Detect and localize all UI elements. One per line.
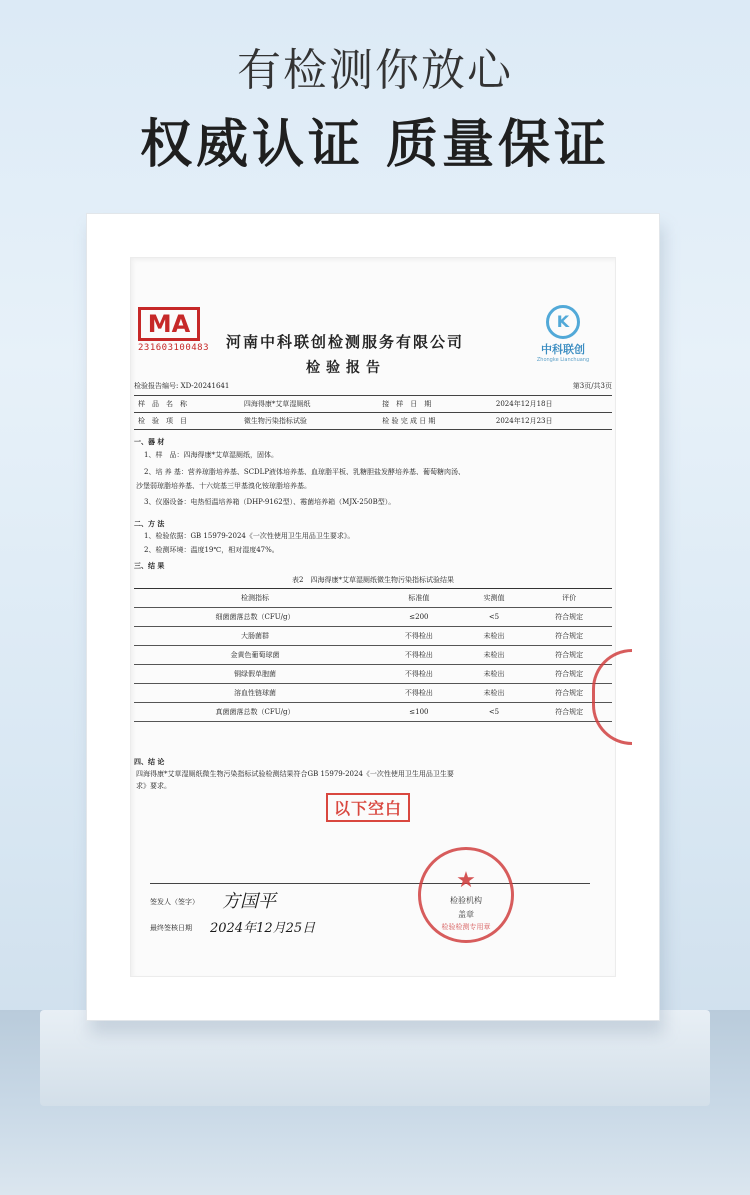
ma-certification-logo bbox=[138, 307, 210, 359]
cell: ≤100 bbox=[376, 703, 462, 722]
seal-inner-text: 检验机构 bbox=[450, 896, 482, 905]
cell: 未检出 bbox=[462, 684, 526, 703]
test-report-document bbox=[130, 257, 616, 977]
conclusion-line: 四海得康*艾草湿厕纸微生物污染指标试验检测结果符合GB 15979-2024《一次性使用卫生用品卫生要 bbox=[136, 770, 454, 778]
materials-line: 1、样 品：四海得康*艾草湿厕纸，固体。 bbox=[144, 451, 278, 459]
cell: 符合规定 bbox=[526, 684, 612, 703]
table-row bbox=[134, 646, 612, 665]
table-row bbox=[134, 396, 612, 413]
materials-line: 3、仪器设备：电热恒温培养箱（DHP-9162型）、霉菌培养箱（MJX-250B型）。 bbox=[144, 498, 396, 506]
cell: 未检出 bbox=[462, 665, 526, 684]
report-number: 检验报告编号: XD-20241641 bbox=[134, 382, 230, 390]
section-method-heading: 二、方 法 bbox=[134, 519, 165, 528]
column-header: 标准值 bbox=[376, 589, 462, 608]
table-row bbox=[134, 608, 612, 627]
signature-divider bbox=[150, 883, 590, 884]
materials-line: 沙堡弱琼脂培养基、十六烷基三甲基溴化铵琼脂培养基。 bbox=[136, 482, 311, 490]
cell: <5 bbox=[462, 703, 526, 722]
page-info: 第3页/共3页 bbox=[572, 382, 612, 390]
cell: 符合规定 bbox=[526, 703, 612, 722]
results-table bbox=[134, 575, 612, 722]
column-header: 实测值 bbox=[462, 589, 526, 608]
cell: 符合规定 bbox=[526, 646, 612, 665]
zhongke-name-en: Zhongke Lianchuang bbox=[536, 357, 590, 363]
sample-info-table bbox=[134, 395, 612, 430]
company-name: 河南中科联创检测服务有限公司 bbox=[226, 333, 465, 351]
cell: 符合规定 bbox=[526, 627, 612, 646]
cell: 不得检出 bbox=[376, 646, 462, 665]
cell: 不得检出 bbox=[376, 627, 462, 646]
cell: 未检出 bbox=[462, 646, 526, 665]
table-row bbox=[134, 413, 612, 430]
cell: 不得检出 bbox=[376, 665, 462, 684]
zhongke-name: 中科联创 bbox=[541, 343, 585, 356]
results-caption: 表2 四海得康*艾草湿厕纸微生物污染指标试验结果 bbox=[292, 576, 454, 584]
ma-mark: MA bbox=[138, 307, 200, 341]
report-title: 检验报告 bbox=[306, 360, 386, 376]
conclusion-line: 求》要求。 bbox=[136, 782, 171, 790]
seal-band-text: 检验检测专用章 bbox=[441, 923, 491, 931]
section-results-heading: 三、结 果 bbox=[134, 561, 165, 570]
cell: 金黄色葡萄球菌 bbox=[134, 646, 376, 665]
info-value: 微生物污染指标试验 bbox=[240, 413, 378, 430]
section-materials-heading: 一、器 材 bbox=[134, 437, 165, 446]
cell: 符合规定 bbox=[526, 608, 612, 627]
seal-inner-text2: 盖章 bbox=[458, 910, 474, 919]
certificate-mat bbox=[130, 257, 616, 977]
method-line: 2、检测环境：温度19℃，相对湿度47%。 bbox=[144, 546, 279, 554]
ma-code: 231603100483 bbox=[138, 343, 210, 353]
cell: 真菌菌落总数（CFU/g） bbox=[134, 703, 376, 722]
section-conclusion-heading: 四、结 论 bbox=[134, 757, 165, 766]
table-row bbox=[134, 703, 612, 722]
zhongke-icon: K bbox=[546, 305, 580, 339]
final-date-label: 最终签核日期 bbox=[150, 924, 192, 932]
cell: 符合规定 bbox=[526, 665, 612, 684]
column-header: 评价 bbox=[526, 589, 612, 608]
report-meta bbox=[134, 381, 612, 391]
cell: ≤200 bbox=[376, 608, 462, 627]
info-key: 样 品 名 称 bbox=[134, 396, 240, 413]
column-header: 检测指标 bbox=[134, 589, 376, 608]
signer-label: 签发人（签字） bbox=[150, 898, 199, 906]
cell: 不得检出 bbox=[376, 684, 462, 703]
cell: 铜绿假单胞菌 bbox=[134, 665, 376, 684]
signer-signature: 方国平 bbox=[222, 891, 276, 912]
info-value: 2024年12月18日 bbox=[492, 396, 612, 413]
cell: <5 bbox=[462, 608, 526, 627]
info-value: 四海得康*艾草湿厕纸 bbox=[240, 396, 378, 413]
blank-below-stamp: 以下空白 bbox=[326, 793, 410, 822]
table-row bbox=[134, 684, 612, 703]
table-row bbox=[134, 665, 612, 684]
cell: 细菌菌落总数（CFU/g） bbox=[134, 608, 376, 627]
headline-line1: 有检测你放心 bbox=[237, 45, 513, 96]
table-header-row bbox=[134, 589, 612, 608]
seal-star-icon: ★ bbox=[456, 868, 476, 893]
table-row bbox=[134, 627, 612, 646]
info-value: 2024年12月23日 bbox=[492, 413, 612, 430]
info-key: 检 验 项 目 bbox=[134, 413, 240, 430]
method-line: 1、检验依据：GB 15979-2024《一次性使用卫生用品卫生要求》。 bbox=[144, 532, 355, 540]
certificate-frame bbox=[86, 213, 660, 1021]
zhongke-logo bbox=[530, 305, 596, 369]
official-seal bbox=[418, 847, 514, 943]
cell: 溶血性链球菌 bbox=[134, 684, 376, 703]
headline-line2: 权威认证 质量保证 bbox=[139, 115, 611, 175]
info-key: 接 样 日 期 bbox=[378, 396, 492, 413]
info-key: 检 验 完 成 日 期 bbox=[378, 413, 492, 430]
cell: 大肠菌群 bbox=[134, 627, 376, 646]
cell: 未检出 bbox=[462, 627, 526, 646]
materials-line: 2、培 养 基：营养琼脂培养基、SCDLP液体培养基、血琼脂平板、乳糖胆盐发酵培养基、葡萄糖肉汤、 bbox=[144, 468, 466, 476]
final-date-handwritten: 2024年12月25日 bbox=[210, 921, 316, 936]
